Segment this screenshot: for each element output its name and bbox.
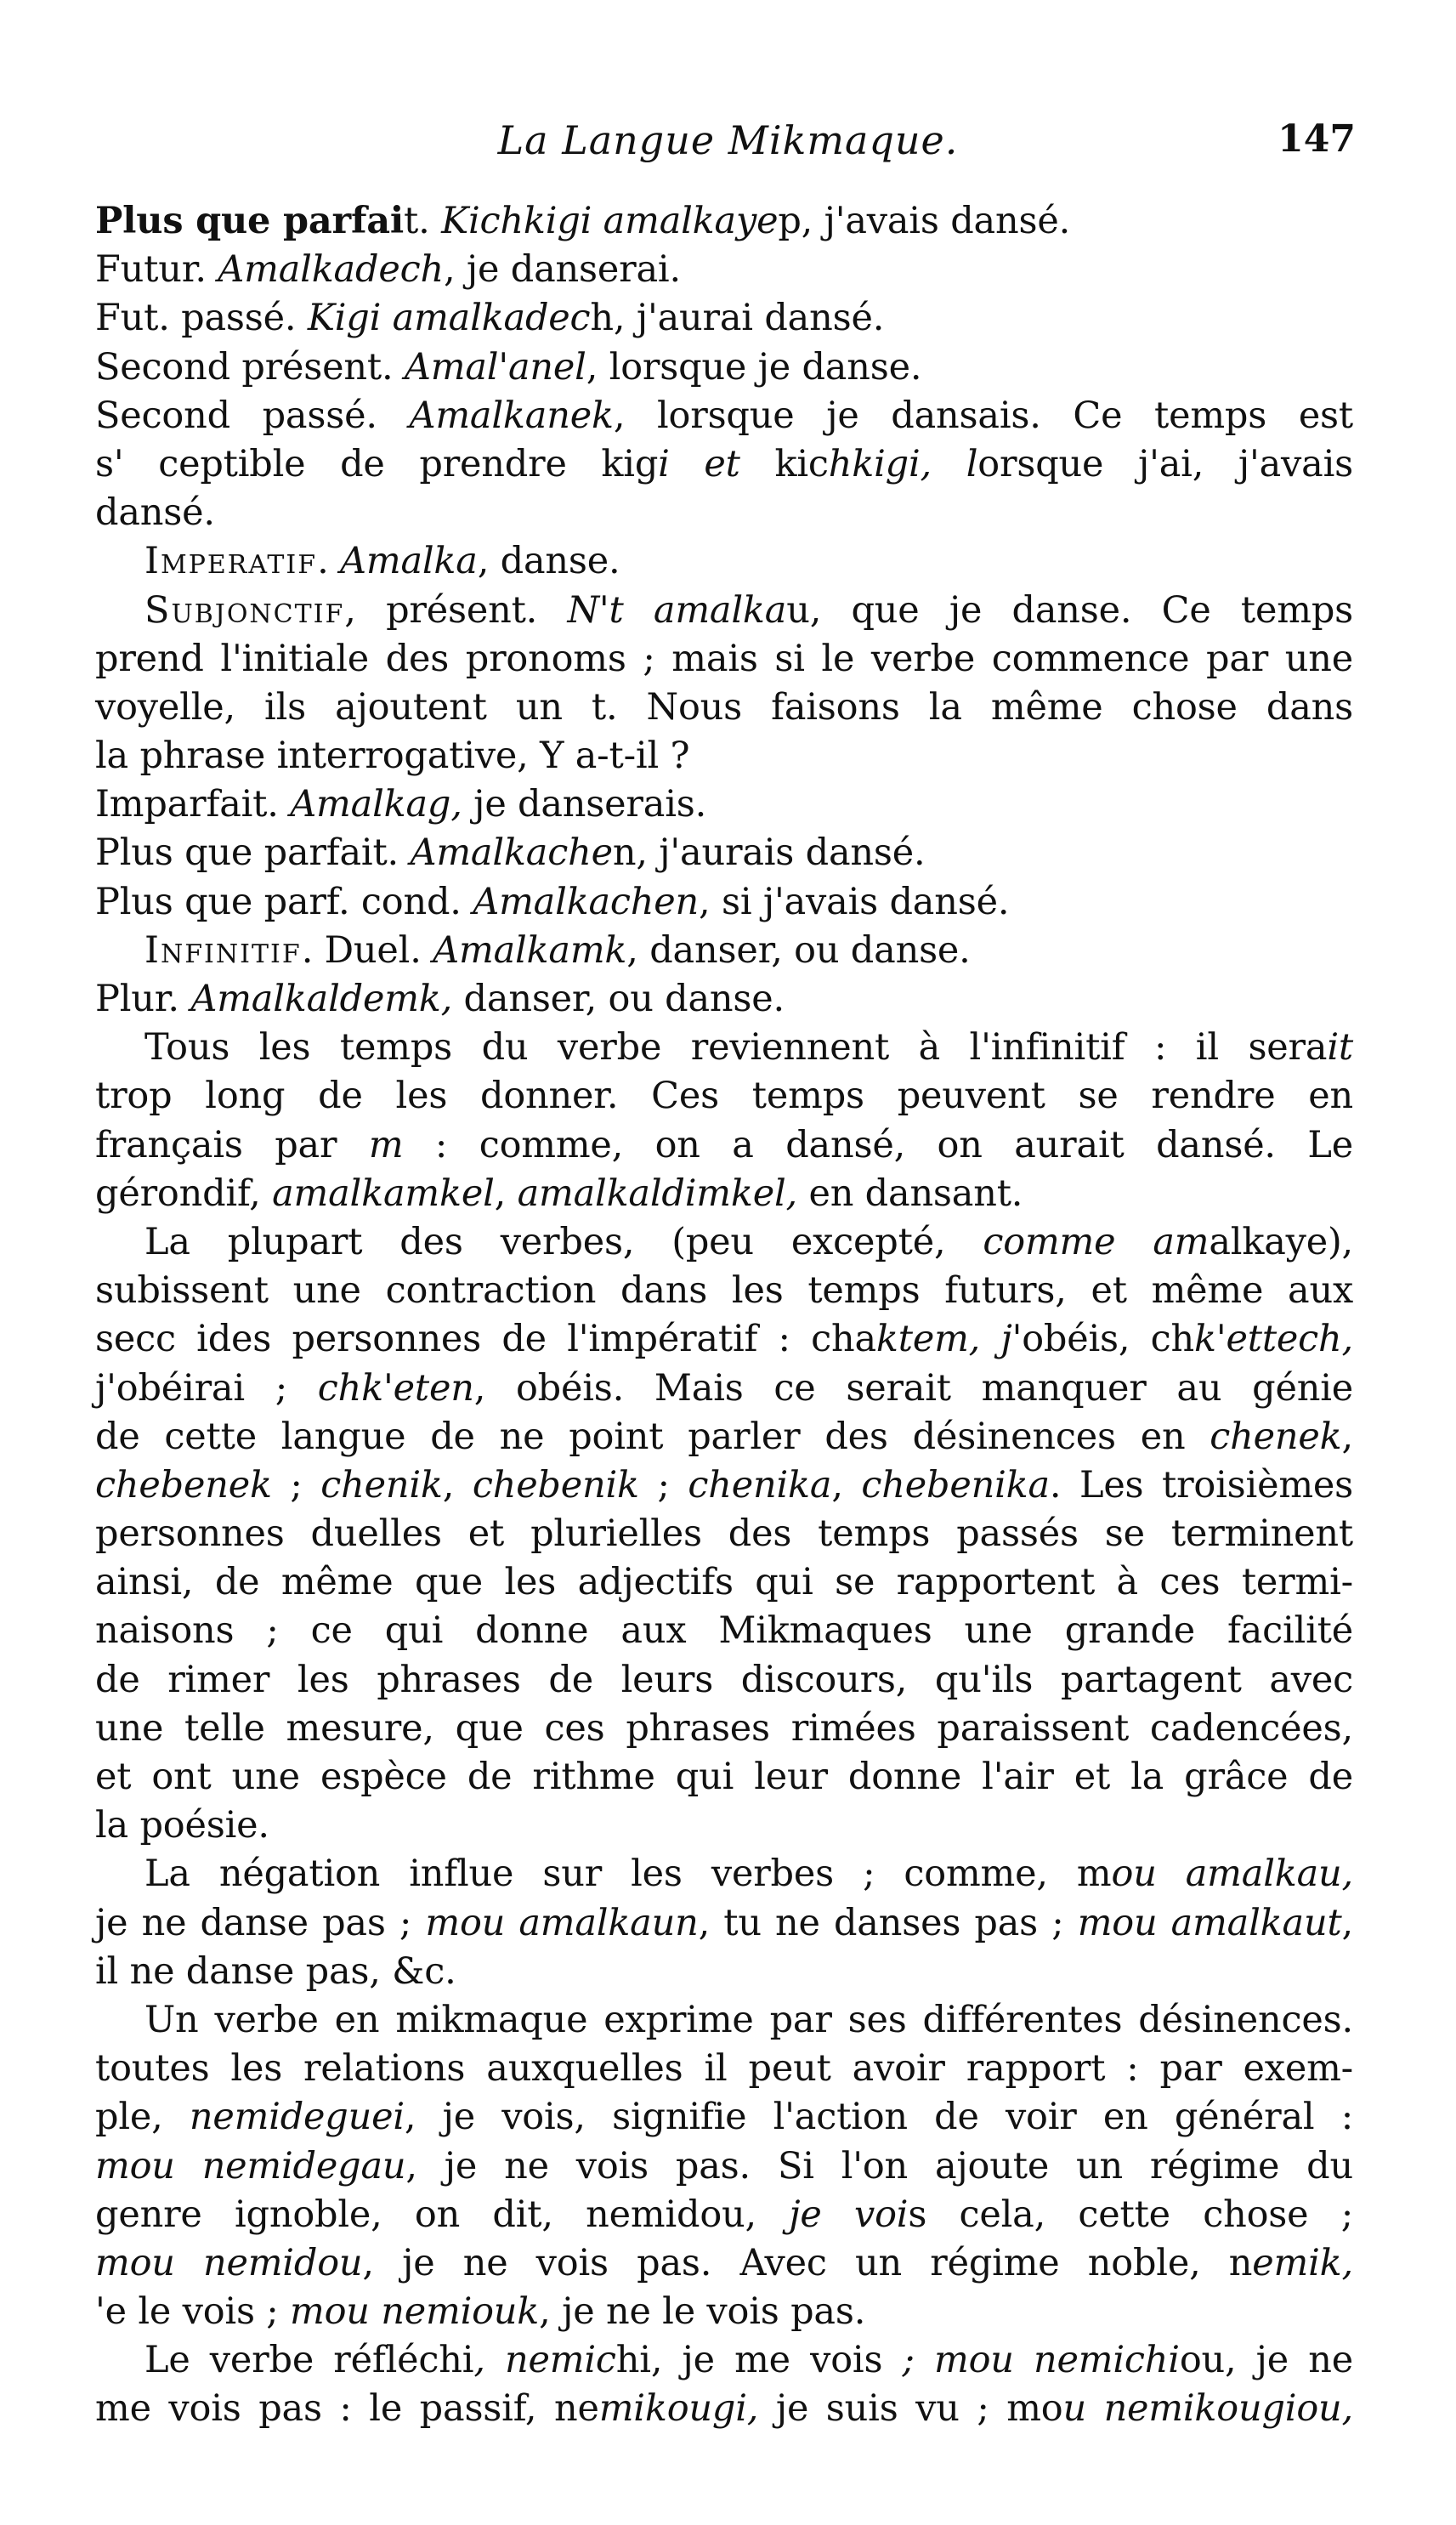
text-line: chebenek ; chenik, chebenik ; chenika, chebenika. Les troisièmes — [95, 1463, 1354, 1506]
text-line: Un verbe en mikmaque exprime par ses différentes désinences. — [144, 1998, 1353, 2041]
text-line: Plus que parfait. Amalkachen, j'aurais dansé. — [95, 831, 926, 875]
text-line: Fut. passé. Kigi amalkadech, j'aurai dansé. — [95, 297, 885, 340]
text-line: je ne danse pas ; mou amalkaun, tu ne danses pas ; mou amalkaut, — [95, 1901, 1354, 1944]
text-line: la poésie. — [95, 1804, 269, 1847]
text-line: La négation influe sur les verbes ; comme, mou amalkau, — [144, 1853, 1354, 1896]
text-line: mou nemidou, je ne vois pas. Avec un régime noble, nemik, — [95, 2241, 1353, 2284]
text-line: Plus que parf. cond. Amalkachen, si j'avais dansé. — [95, 880, 1010, 923]
text-line: me vois pas : le passif, nemikougi, je suis vu ; mou nemikougiou, — [95, 2387, 1354, 2431]
text-line: Second passé. Amalkanek, lorsque je dansais. Ce temps est — [95, 394, 1354, 437]
text-line: personnes duelles et plurielles des temps passés se terminent — [95, 1512, 1353, 1556]
text-line: il ne danse pas, &c. — [95, 1949, 456, 1993]
text-line: subissent une contraction dans les temps futurs, et même aux — [95, 1269, 1353, 1313]
text-line: et ont une espèce de rithme qui leur donne l'air et la grâce de — [95, 1756, 1353, 1798]
text-line: Tous les temps du verbe reviennent à l'infinitif : il serait — [144, 1026, 1353, 1070]
text-line: Le verbe réfléchi, nemichi, je me vois ; mou nemichiou, je ne — [144, 2339, 1354, 2382]
text-line: secc ides personnes de l'impératif : chaktem, j'obéis, chk'ettech, — [95, 1318, 1354, 1361]
running-title: La Langue Mikmaque. — [497, 117, 959, 163]
text-line: Imperatif. Amalka, danse. — [144, 540, 620, 583]
text-line: toutes les relations auxquelles il peut avoir rapport : par exem- — [95, 2047, 1353, 2091]
text-line: la phrase interrogative, Y a-t-il ? — [95, 735, 690, 778]
text-line: de rimer les phrases de leurs discours, qu'ils partagent avec — [95, 1658, 1353, 1701]
text-line: Plus que parfait. Kichkigi amalkayep, j'avais dansé. — [95, 200, 1071, 242]
page-body — [95, 197, 1353, 2434]
text-line: trop long de les donner. Ces temps peuvent se rendre en — [95, 1075, 1353, 1118]
text-line: mou nemidegau, je ne vois pas. Si l'on ajoute un régime du — [95, 2144, 1353, 2187]
text-line: Plur. Amalkaldemk, danser, ou danse. — [95, 978, 785, 1020]
text-line: une telle mesure, que ces phrases rimées paraissent cadencées, — [95, 1706, 1353, 1750]
text-line: genre ignoble, on dit, nemidou, je vois cela, cette chose ; — [95, 2193, 1353, 2236]
text-line: La plupart des verbes, (peu excepté, comme amalkaye), — [144, 1220, 1354, 1263]
text-line: voyelle, ils ajoutent un t. Nous faisons la même chose dans — [95, 685, 1354, 729]
text-line: Infinitif. Duel. Amalkamk, danser, ou danse. — [144, 928, 971, 972]
text-line: Imparfait. Amalkag, je danserais. — [95, 783, 707, 826]
text-line: j'obéirai ; chk'eten, obéis. Mais ce serait manquer au génie — [95, 1366, 1353, 1410]
text-line: s' ceptible de prendre kigi et kichkigi, lorsque j'ai, j'avais — [95, 442, 1354, 485]
text-line: 'e le vois ; mou nemiouk, je ne le vois pas. — [95, 2290, 866, 2334]
text-line: naisons ; ce qui donne aux Mikmaques une grande facilité — [95, 1609, 1353, 1653]
page-number: 147 — [1278, 117, 1356, 161]
text-line: de cette langue de ne point parler des désinences en chenek, — [95, 1415, 1353, 1458]
text-line: ainsi, de même que les adjectifs qui se rapportent à ces termi- — [95, 1561, 1353, 1604]
text-line: gérondif, amalkamkel, amalkaldimkel, en dansant. — [95, 1172, 1023, 1215]
text-line: prend l'initiale des pronoms ; mais si le verbe commence par une — [95, 637, 1353, 680]
text-line: dansé. — [95, 491, 215, 535]
text-line: Subjonctif, présent. N't amalkau, que je danse. Ce temps — [144, 588, 1354, 632]
text-line: Second présent. Amal'anel, lorsque je danse. — [95, 345, 922, 389]
text-line: Futur. Amalkadech, je danserai. — [95, 248, 681, 292]
text-line: ple, nemideguei, je vois, signifie l'action de voir en général : — [95, 2096, 1353, 2139]
text-line: français par m : comme, on a dansé, on aurait dansé. Le — [95, 1123, 1353, 1166]
page-header — [0, 117, 1456, 177]
